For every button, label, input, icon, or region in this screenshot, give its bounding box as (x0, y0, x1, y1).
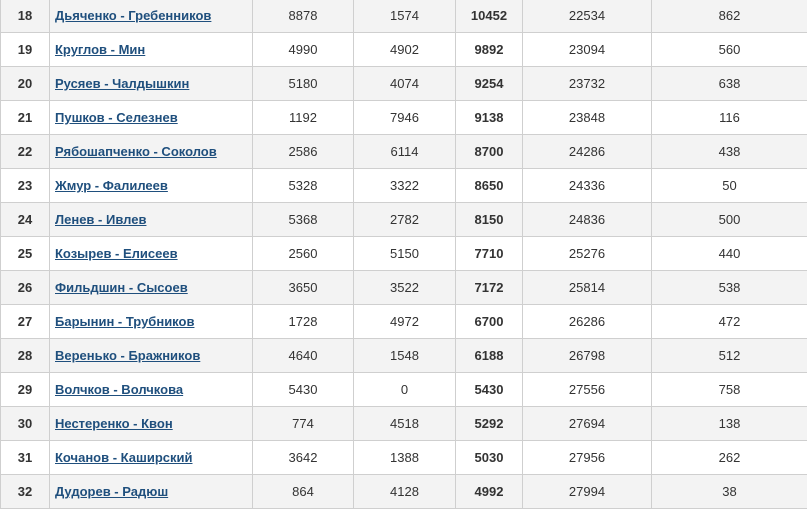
gap-cell: 138 (652, 407, 807, 441)
team-link[interactable]: Жмур - Фалилеев (55, 178, 168, 193)
score-b-cell: 4972 (354, 305, 456, 339)
team-link[interactable]: Нестеренко - Квон (55, 416, 173, 431)
team-link[interactable]: Кочанов - Каширский (55, 450, 193, 465)
table-row (1, 0, 807, 33)
gap-cell: 438 (652, 135, 807, 169)
total-cell: 8700 (456, 135, 523, 169)
score-a-cell: 4990 (253, 33, 354, 67)
cumulative-cell: 27556 (523, 373, 652, 407)
cumulative-cell: 25814 (523, 271, 652, 305)
results-table-body (1, 0, 807, 509)
team-cell (50, 237, 253, 271)
rank-cell: 22 (1, 135, 50, 169)
score-b-cell: 6114 (354, 135, 456, 169)
team-link[interactable]: Ленев - Ивлев (55, 212, 147, 227)
gap-cell: 262 (652, 441, 807, 475)
gap-cell: 440 (652, 237, 807, 271)
score-b-cell: 3522 (354, 271, 456, 305)
table-row (1, 67, 807, 101)
team-cell (50, 169, 253, 203)
team-cell (50, 305, 253, 339)
gap-cell: 538 (652, 271, 807, 305)
score-a-cell: 1728 (253, 305, 354, 339)
rank-cell: 28 (1, 339, 50, 373)
team-link[interactable]: Козырев - Елисеев (55, 246, 178, 261)
team-cell (50, 67, 253, 101)
rank-cell: 21 (1, 101, 50, 135)
team-cell (50, 203, 253, 237)
total-cell: 10452 (456, 0, 523, 33)
gap-cell: 116 (652, 101, 807, 135)
total-cell: 5292 (456, 407, 523, 441)
score-b-cell: 5150 (354, 237, 456, 271)
gap-cell: 38 (652, 475, 807, 509)
table-row (1, 373, 807, 407)
team-cell (50, 373, 253, 407)
total-cell: 7172 (456, 271, 523, 305)
score-a-cell: 5368 (253, 203, 354, 237)
total-cell: 9138 (456, 101, 523, 135)
score-a-cell: 5328 (253, 169, 354, 203)
gap-cell: 758 (652, 373, 807, 407)
team-cell (50, 101, 253, 135)
cumulative-cell: 26798 (523, 339, 652, 373)
gap-cell: 638 (652, 67, 807, 101)
score-b-cell: 3322 (354, 169, 456, 203)
total-cell: 8150 (456, 203, 523, 237)
total-cell: 9254 (456, 67, 523, 101)
team-cell (50, 33, 253, 67)
rank-cell: 20 (1, 67, 50, 101)
team-link[interactable]: Волчков - Волчкова (55, 382, 184, 397)
team-cell (50, 339, 253, 373)
score-a-cell: 1192 (253, 101, 354, 135)
table-row (1, 237, 807, 271)
score-a-cell: 5180 (253, 67, 354, 101)
gap-cell: 560 (652, 33, 807, 67)
rank-cell: 19 (1, 33, 50, 67)
team-link[interactable]: Веренько - Бражников (55, 348, 201, 363)
team-cell (50, 441, 253, 475)
score-a-cell: 774 (253, 407, 354, 441)
score-b-cell: 4902 (354, 33, 456, 67)
score-a-cell: 8878 (253, 0, 354, 33)
team-cell (50, 135, 253, 169)
cumulative-cell: 27994 (523, 475, 652, 509)
score-a-cell: 5430 (253, 373, 354, 407)
gap-cell: 50 (652, 169, 807, 203)
table-row (1, 271, 807, 305)
table-row (1, 475, 807, 509)
score-a-cell: 2586 (253, 135, 354, 169)
rank-cell: 24 (1, 203, 50, 237)
table-row (1, 203, 807, 237)
cumulative-cell: 23732 (523, 67, 652, 101)
rank-cell: 26 (1, 271, 50, 305)
table-row (1, 441, 807, 475)
score-a-cell: 2560 (253, 237, 354, 271)
rank-cell: 27 (1, 305, 50, 339)
team-link[interactable]: Рябошапченко - Соколов (55, 144, 217, 159)
total-cell: 7710 (456, 237, 523, 271)
rank-cell: 30 (1, 407, 50, 441)
rank-cell: 29 (1, 373, 50, 407)
cumulative-cell: 24836 (523, 203, 652, 237)
score-b-cell: 7946 (354, 101, 456, 135)
total-cell: 8650 (456, 169, 523, 203)
gap-cell: 512 (652, 339, 807, 373)
total-cell: 9892 (456, 33, 523, 67)
table-row (1, 135, 807, 169)
table-row (1, 305, 807, 339)
score-b-cell: 4074 (354, 67, 456, 101)
team-cell (50, 407, 253, 441)
cumulative-cell: 26286 (523, 305, 652, 339)
team-link[interactable]: Фильдшин - Сысоев (55, 280, 188, 295)
cumulative-cell: 27956 (523, 441, 652, 475)
gap-cell: 862 (652, 0, 807, 33)
team-link[interactable]: Русяев - Чалдышкин (55, 76, 190, 91)
score-a-cell: 3650 (253, 271, 354, 305)
cumulative-cell: 24336 (523, 169, 652, 203)
cumulative-cell: 23094 (523, 33, 652, 67)
table-row (1, 407, 807, 441)
score-b-cell: 4128 (354, 475, 456, 509)
score-b-cell: 1574 (354, 0, 456, 33)
team-link[interactable]: Пушков - Селезнев (55, 110, 178, 125)
team-link[interactable]: Дьяченко - Гребенников (55, 8, 212, 23)
total-cell: 6188 (456, 339, 523, 373)
team-cell (50, 0, 253, 33)
rank-cell: 23 (1, 169, 50, 203)
total-cell: 5030 (456, 441, 523, 475)
cumulative-cell: 24286 (523, 135, 652, 169)
table-row (1, 101, 807, 135)
score-a-cell: 3642 (253, 441, 354, 475)
total-cell: 4992 (456, 475, 523, 509)
total-cell: 6700 (456, 305, 523, 339)
score-b-cell: 2782 (354, 203, 456, 237)
cumulative-cell: 23848 (523, 101, 652, 135)
rank-cell: 25 (1, 237, 50, 271)
score-a-cell: 4640 (253, 339, 354, 373)
cumulative-cell: 25276 (523, 237, 652, 271)
gap-cell: 500 (652, 203, 807, 237)
team-link[interactable]: Барынин - Трубников (55, 314, 195, 329)
cumulative-cell: 27694 (523, 407, 652, 441)
rank-cell: 31 (1, 441, 50, 475)
score-b-cell: 1388 (354, 441, 456, 475)
rank-cell: 18 (1, 0, 50, 33)
score-b-cell: 0 (354, 373, 456, 407)
table-row (1, 33, 807, 67)
table-row (1, 339, 807, 373)
score-a-cell: 864 (253, 475, 354, 509)
table-row (1, 169, 807, 203)
cumulative-cell: 22534 (523, 0, 652, 33)
team-cell (50, 271, 253, 305)
team-cell (50, 475, 253, 509)
total-cell: 5430 (456, 373, 523, 407)
team-link[interactable]: Круглов - Мин (55, 42, 146, 57)
score-b-cell: 4518 (354, 407, 456, 441)
team-link[interactable]: Дудорев - Радюш (55, 484, 169, 499)
score-b-cell: 1548 (354, 339, 456, 373)
rank-cell: 32 (1, 475, 50, 509)
gap-cell: 472 (652, 305, 807, 339)
